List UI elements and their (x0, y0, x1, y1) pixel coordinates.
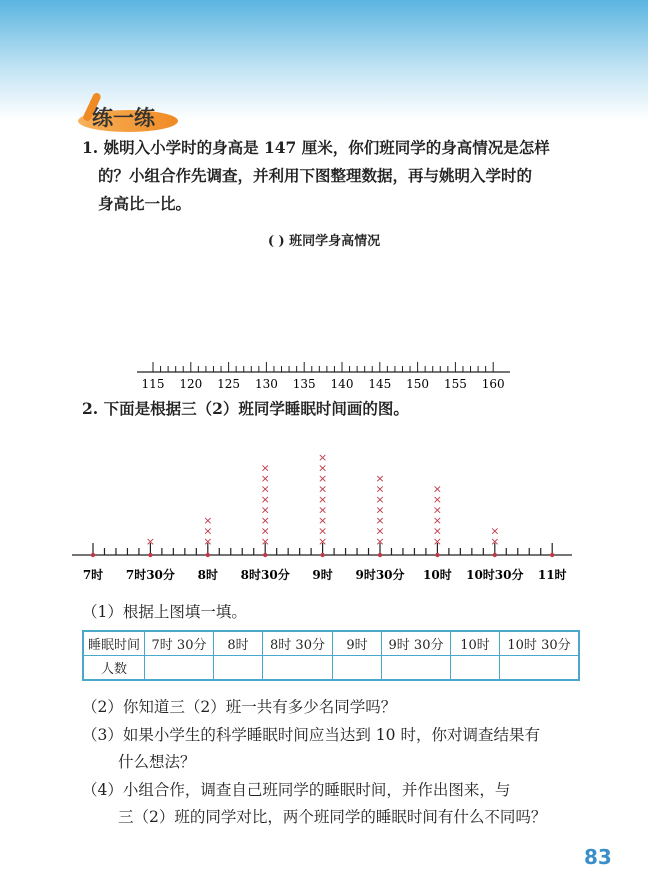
x-mark: × (260, 503, 270, 517)
q1-line-2: 的？小组合作先调查，并利用下图整理数据，再与姚明入学时的 (98, 166, 533, 185)
x-mark: × (432, 535, 443, 548)
x-mark: × (203, 514, 213, 527)
x-mark: × (490, 524, 500, 538)
answer-cell[interactable] (263, 656, 333, 681)
row-label: 人数 (83, 656, 145, 681)
axis-label: 8时 (197, 568, 218, 582)
table-header: 9时 30分 (382, 631, 451, 656)
x-mark: × (317, 451, 328, 464)
x-mark: × (317, 524, 328, 538)
x-mark: × (260, 514, 270, 527)
axis-label: 10时30分 (466, 568, 524, 582)
q1-line-3: 身高比一比。 (98, 194, 192, 213)
x-mark: × (203, 535, 213, 548)
x-mark: × (203, 524, 213, 538)
tick-label: 140 (330, 377, 354, 391)
table-header: 9时 (333, 631, 382, 656)
axis-label: 9时30分 (355, 568, 405, 582)
axis-label: 7时30分 (125, 568, 175, 582)
x-mark: × (317, 503, 328, 517)
axis-label: 9时 (312, 568, 333, 582)
x-mark: × (432, 503, 443, 517)
q2-sub3-line2: 什么想法？ (118, 753, 196, 771)
x-mark: × (260, 461, 270, 475)
x-mark: × (317, 482, 328, 496)
tick-label: 115 (141, 377, 165, 391)
answer-cell[interactable] (145, 656, 214, 681)
x-mark: × (375, 503, 385, 517)
answer-cell[interactable] (500, 656, 580, 681)
x-mark: × (375, 482, 385, 496)
table-header: 8时 30分 (263, 631, 333, 656)
x-mark: × (375, 493, 385, 506)
q2-sub2: （2）你知道三（2）班一共有多少名同学吗？ (82, 698, 397, 716)
x-mark: × (260, 482, 270, 496)
x-mark: × (490, 535, 500, 548)
answer-cell[interactable] (333, 656, 382, 681)
tick-label: 150 (406, 377, 430, 391)
table-header-row (83, 631, 579, 656)
x-mark: × (317, 535, 328, 548)
x-mark: × (317, 461, 328, 475)
axis-label: 11时 (537, 568, 567, 582)
x-mark: × (432, 514, 443, 527)
x-mark: × (317, 493, 328, 506)
tick-dot (435, 553, 439, 557)
x-mark: × (260, 472, 270, 485)
q2-sub3-line1: （3）如果小学生的科学睡眠时间应当达到 10 时，你对调查结果有 (82, 726, 540, 744)
tick-dot (148, 553, 152, 557)
x-mark: × (375, 514, 385, 527)
x-mark: × (375, 472, 385, 485)
sleep-table (82, 630, 580, 681)
tick-label: 145 (368, 377, 392, 391)
table-header: 睡眠时间 (83, 631, 145, 656)
tick-dot (550, 553, 554, 557)
tick-dot (263, 553, 267, 557)
tick-label: 155 (443, 377, 467, 391)
q1-line-1: 1. 姚明入小学时的身高是 147 厘米，你们班同学的身高情况是怎样 (82, 138, 550, 157)
x-mark: × (145, 535, 156, 548)
answer-cell[interactable] (382, 656, 451, 681)
height-chart-title: ( ) 班同学身高情况 (267, 234, 381, 249)
x-mark: × (375, 535, 385, 548)
answer-cell[interactable] (214, 656, 263, 681)
tick-dot (378, 553, 382, 557)
table-header: 8时 (214, 631, 263, 656)
x-mark: × (432, 493, 443, 506)
axis-label: 7时 (82, 568, 104, 582)
x-mark: × (375, 524, 385, 538)
tick-label: 135 (292, 377, 316, 391)
tick-label: 125 (217, 377, 241, 391)
section-title: 练一练 (92, 106, 155, 130)
x-mark: × (432, 482, 443, 496)
page-number: 83 (584, 845, 612, 869)
q2-sub4-line2: 三（2）班的同学对比，两个班同学的睡眠时间有什么不同吗？ (118, 808, 547, 826)
table-header: 10时 30分 (500, 631, 580, 656)
tick-label: 130 (254, 377, 278, 391)
x-mark: × (260, 524, 270, 538)
x-mark: × (260, 493, 270, 506)
tick-dot (206, 553, 210, 557)
axis-label: 8时30分 (240, 568, 290, 582)
q2-intro: 2. 下面是根据三（2）班同学睡眠时间画的图。 (82, 399, 409, 418)
x-mark: × (317, 472, 328, 485)
table-header: 10时 (451, 631, 500, 656)
table-row (83, 656, 579, 681)
tick-label: 120 (179, 377, 203, 391)
x-mark: × (317, 514, 328, 527)
answer-cell[interactable] (451, 656, 500, 681)
tick-label: 160 (481, 377, 505, 391)
x-mark: × (432, 524, 443, 538)
q2-sub4-line1: （4）小组合作，调查自己班同学的睡眠时间，并作出图来，与 (82, 781, 511, 799)
q2-sub1: （1）根据上图填一填。 (82, 603, 247, 621)
x-mark: × (260, 535, 270, 548)
tick-dot (320, 553, 324, 557)
tick-dot (91, 553, 95, 557)
tick-dot (493, 553, 497, 557)
table-header: 7时 30分 (145, 631, 214, 656)
axis-label: 10时 (423, 568, 452, 582)
